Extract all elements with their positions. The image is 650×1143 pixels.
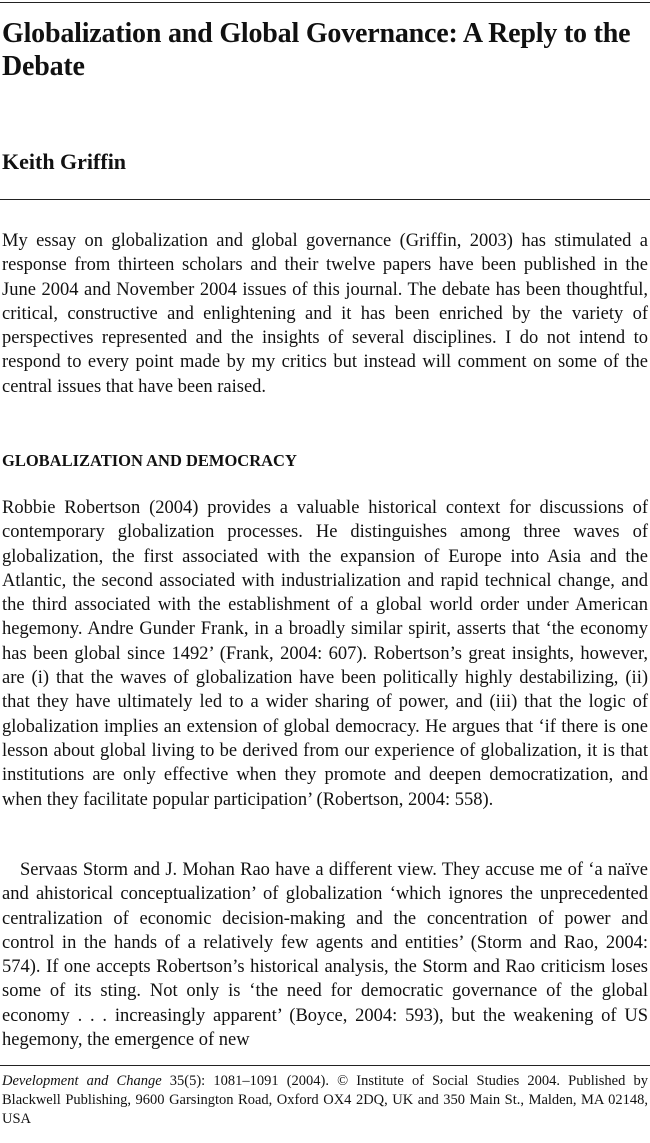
top-rule bbox=[0, 2, 650, 3]
abstract-paragraph: My essay on globalization and global governance (Griffin, 2003) has stimulated a response from thirteen scholars and their twelve papers have been published in the June 2004 and November 2004 issues of this journal. The debate has been thoughtful, critical, constructive and enlightening and it has been enriched by the variety of perspectives represented and the insights of several disciplines. I do not intend to respond to every point made by my critics but instead will comment on some of the central issues that have been raised. bbox=[2, 231, 648, 397]
header-divider bbox=[0, 199, 650, 200]
footer-divider bbox=[0, 1065, 650, 1066]
citation-details: 35(5): 1081–1091 (2004). © Institute of Social Studies 2004. Published by Blackwell Publishing, 9600 Garsington Road, Oxford OX4 2DQ, UK and 350 Main St., Malden, MA 02148, USA bbox=[2, 1073, 648, 1127]
journal-name: Development and Change bbox=[2, 1073, 162, 1089]
body-paragraph: Robbie Robertson (2004) provides a valuable historical context for discussions of contemporary globalization processes. He distinguishes among three waves of globalization, the first associated with the expansion of Europe into Asia and the Atlantic, the second associated with industrialization and rapid technical change, and the third associated with the establishment of a global world order under American hegemony. Andre Gunder Frank, in a broadly similar spirit, asserts that ‘the economy has been global since 1492’ (Frank, 2004: 607). Robertson’s great insights, however, are (i) that the waves of globalization have been politically highly destabilizing, (ii) that they have ultimately led to a wider sharing of power, and (iii) that the logic of globalization implies an extension of global democracy. He argues that ‘if there is one lesson about global living to be derived from our experience of globalization, it is that institutions are only effective when they promote and deepen democratization, and when they facilitate popular participation’ (Robertson, 2004: 558). bbox=[2, 498, 648, 810]
body-paragraph: Servaas Storm and J. Mohan Rao have a different view. They accuse me of ‘a naïve and ahistorical conceptualization’ of globalization ‘which ignores the unprecedented centralization of economic decision-making and the concentration of power and control in the hands of a relatively few agents and entities’ (Storm and Rao, 2004: 574). If one accepts Robertson’s historical analysis, the Storm and Rao criticism loses some of its sting. Not only is ‘the need for democratic governance of the global economy . . . increasingly apparent’ (Boyce, 2004: 593), but the weakening of US hegemony, the emergence of new bbox=[2, 860, 648, 1051]
article-author: Keith Griffin bbox=[2, 149, 127, 174]
footer-citation bbox=[2, 1072, 648, 1129]
section-heading: GLOBALIZATION AND DEMOCRACY bbox=[2, 451, 297, 470]
article-title: Globalization and Global Governance: A Reply to the Debate bbox=[2, 18, 631, 82]
